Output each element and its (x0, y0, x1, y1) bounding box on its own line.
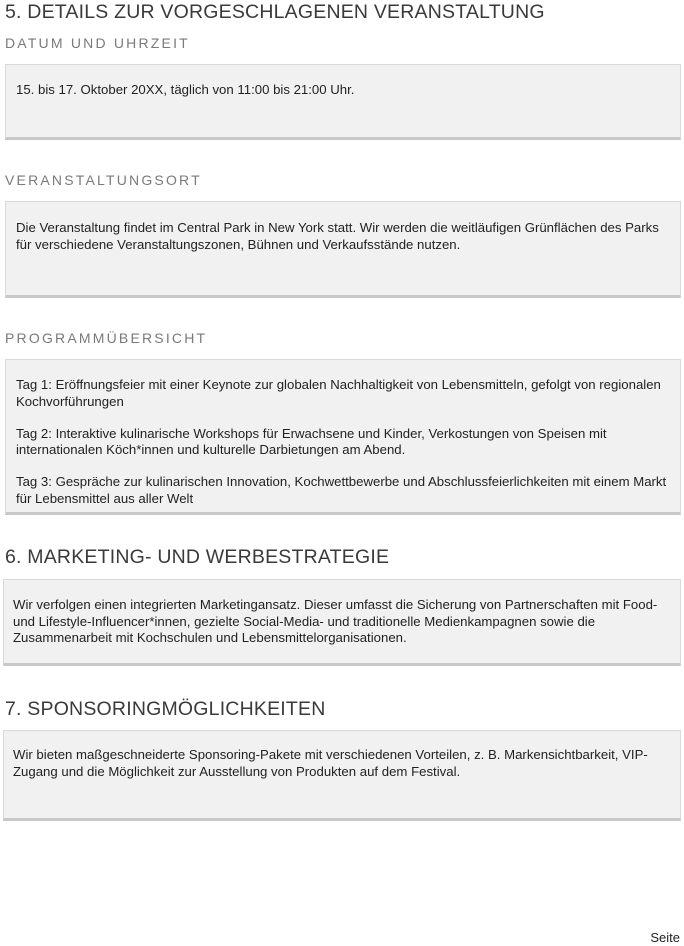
section-heading-details: 5. DETAILS ZUR VORGESCHLAGENEN VERANSTALTUNG (5, 1, 545, 23)
sponsoring-text: Wir bieten maßgeschneiderte Sponsoring-Pakete mit verschiedenen Vorteilen, z. B. Markensichtbarkeit, VIP-Zugang und die Möglichkeit zur Ausstellung von Produkten auf dem Festival. (13, 747, 648, 779)
subheading-datum: DATUM UND UHRZEIT (5, 35, 190, 51)
page-label: Seite (650, 930, 680, 945)
datum-box (5, 64, 681, 140)
ort-text: Die Veranstaltung findet im Central Park in New York statt. Wir werden die weitläufigen Grünflächen des Parks für verschiedene Veranstaltungszonen, Bühnen und Verkaufsstände nutzen. (16, 220, 659, 252)
programm-day-2: Tag 2: Interaktive kulinarische Workshops für Erwachsene und Kinder, Verkostungen von Speisen mit internationalen Köch*innen und kulturelle Darbietungen am Abend. (16, 425, 607, 457)
marketing-box (3, 579, 681, 666)
datum-text: 15. bis 17. Oktober 20XX, täglich von 11:00 bis 21:00 Uhr. (16, 82, 355, 97)
ort-box (5, 201, 681, 298)
section-heading-marketing: 6. MARKETING- UND WERBESTRATEGIE (5, 546, 390, 568)
programm-box (5, 359, 681, 515)
programm-day-3: Tag 3: Gespräche zur kulinarischen Innovation, Kochwettbewerbe und Abschlussfeierlichkeiten mit einem Markt für Lebensmittel aus aller Welt (16, 474, 667, 506)
marketing-text: Wir verfolgen einen integrierten Marketingansatz. Dieser umfasst die Sicherung von Partnerschaften mit Food- und Lifestyle-Influencer*innen, gezielte Social-Media- und traditionelle Medienkampagnen sowie die Zusammenarbeit mit Kochschulen und Lebensmittelorganisationen. (13, 597, 658, 645)
subheading-ort: VERANSTALTUNGSORT (5, 172, 202, 188)
programm-day-1: Tag 1: Eröffnungsfeier mit einer Keynote zur globalen Nachhaltigkeit von Lebensmitteln, gefolgt von regionalen Kochvorführungen (16, 377, 661, 409)
section-heading-sponsoring: 7. SPONSORINGMÖGLICHKEITEN (5, 698, 326, 720)
subheading-programm: PROGRAMMÜBERSICHT (5, 330, 208, 346)
sponsoring-box (3, 730, 681, 821)
